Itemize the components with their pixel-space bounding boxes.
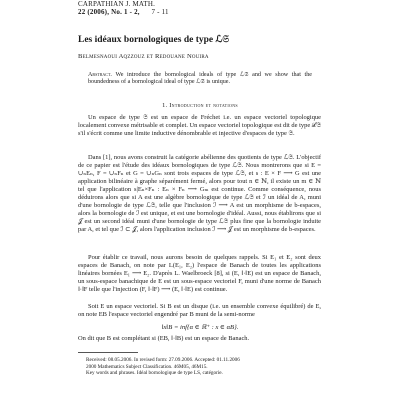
journal-header <box>78 0 169 16</box>
footnote-msc: 2000 Mathematics Subject Classification. 46M05, 46M15. <box>86 363 208 370</box>
paragraph-5: On dit que B est complétant si (EB, ‖·‖B) est un espace de Banach. <box>78 335 250 342</box>
volume-line <box>78 8 169 16</box>
paper-title: Les idéaux bornologiques de type ℒ𝔖 <box>78 35 230 45</box>
footnote-keywords: Key words and phrases. Idéal bornologique de type LS, catégorie. <box>86 370 223 376</box>
footnote-received: Received: 08.05.2006. In revised form: 27.09.2006. Accepted: 01.11.2006 <box>86 357 240 363</box>
paragraph-3: Pour établir ce travail, nous aurons besoin de quelques rappels. Si E₁ et E₂ sont deux espaces de Banach, on note par L(E₁, E₂) l'espace de Banach de toutes les applications linéaires bornées E₁ ⟶ E₂. D'après L. Waelbroeck [8], si (E, ‖·‖E) est un espace de Banach, un sous-espace banachique de E est un sous-espace vectoriel F, muni d'une norme de Banach ‖·‖F telle que l'injection (F, ‖·‖F) ⟶ (E, ‖·‖E) est continue. <box>78 254 321 293</box>
abstract-label: Abstract. <box>88 72 112 78</box>
paragraph-4: Soit E un espace vectoriel. Si B est un disque (i.e. un ensemble convexe équilibré) de E, on note EB l'espace vectoriel engendré par B muni de la semi-norme <box>78 303 321 318</box>
abstract <box>88 72 312 87</box>
paragraph-2: Dans [1], nous avons construit la catégorie abélienne des quotients de type ℒ𝔖. L'objectif de ce papier est l'étude des idéaux bornologiques de type ℒ𝔖. Nous montrerons que si E = ∪ₙEₙ, F = ∪ₙFₙ et G = ∪ₙGₙ sont trois espaces de type ℒ𝔖, et s : E × F ⟶ G est une application bilinéaire à graphe séparément fermé, alors pour tout n ∈ ℕ, il existe un m ∈ ℕ tel que l'application s|Eₙ×Fₙ : Eₙ × Fₙ ⟶ Gₘ est continue. Comme conséquence, nous déduirons alors que si A est une algèbre bornologique de type ℒ𝔖 et ℐ un idéal de A, muni d'une bornologie de type ℒ𝔖, telle que l'inclusion ℐ ⟶ A est un morphisme de b-espaces, alors la bornologie de ℐ est unique, et est une bornologie d'idéal. Aussi, nous établirons que si 𝒥 est un second idéal muni d'une bornologie de type ℒ𝔖 plus fine que la bornologie induite par A, et tel que ℐ ⊂ 𝒥, alors l'application inclusion ℐ ⟶ 𝒥 est un morphisme de b-espaces. <box>78 154 321 233</box>
seminorm-formula: ‖x‖B = inf{α ∈ ℝ⁺ : x ∈ αB}. <box>161 324 239 331</box>
paragraph-1: Un espace de type 𝔖 est un espace de Fréchet i.e. un espace vectoriel topologique localement convexe métrisable et complet. Un espace vectoriel topologique est dit de type ℒ𝔖 s'il s'écrit comme une limite inductive dénombrable et injective d'espaces de type 𝔖. <box>78 114 322 137</box>
section-heading: 1. Introduction et notations <box>162 102 238 109</box>
paper-authors: Belmesnaoui Aqzzouz et Redouane Nouira <box>78 53 209 60</box>
footnote-rule <box>78 352 138 353</box>
abstract-text: We introduce the bornological ideals of type ℒ𝔖 and we show that the boundedness of a bornological ideal of type ℒ𝔖 is unique. <box>88 72 312 86</box>
page-range: 7 - 11 <box>151 8 169 16</box>
journal-name: CARPATHIAN J. MATH. <box>78 0 156 8</box>
volume-issue: 22 (2006), No. 1 - 2, <box>78 8 140 16</box>
